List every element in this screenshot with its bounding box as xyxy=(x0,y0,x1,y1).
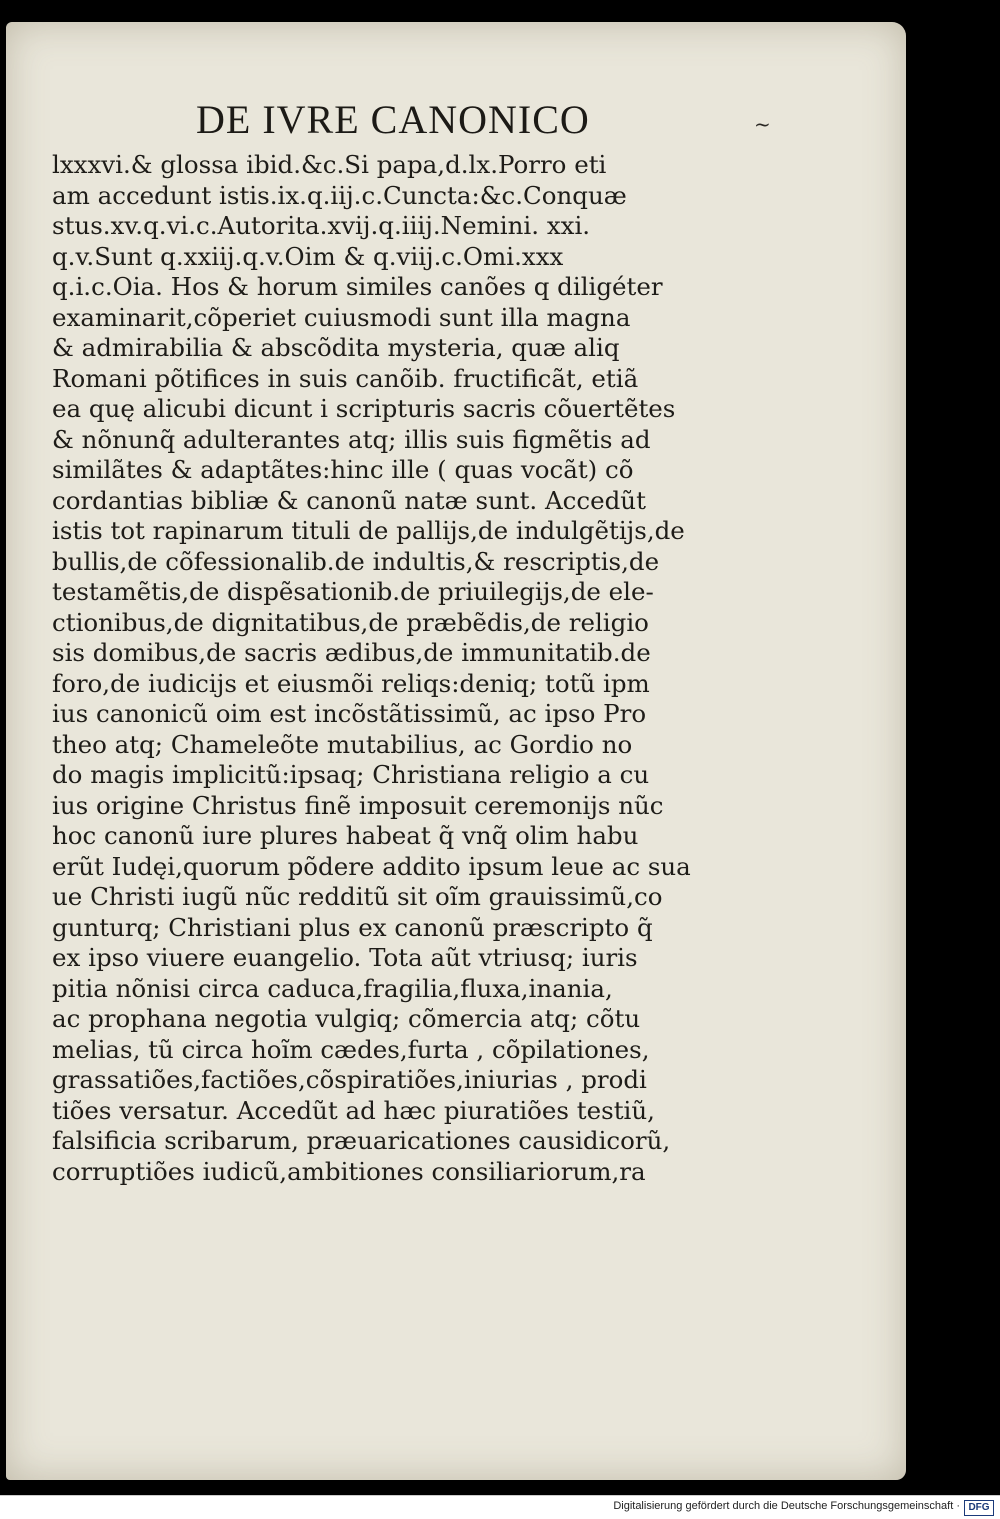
text-line: lxxxvi.& glossa ibid.&c.Si papa,d.lx.Porro eti xyxy=(52,150,607,179)
text-line: grassatiões,factiões,cõspiratiões,iniurias , prodi xyxy=(52,1065,647,1094)
text-line: ex ipso viuere euangelio. Tota aũt vtriusq; iuris xyxy=(52,943,638,972)
corner-mark: ~ xyxy=(754,112,771,136)
text-line: hoc canonũ iure plures habeat q̃ vnq̃ olim habu xyxy=(52,821,639,850)
text-line: ac prophana negotia vulgiq; cõmercia atq; cõtu xyxy=(52,1004,641,1033)
text-line: theo atq; Chameleõte mutabilius, ac Gordio no xyxy=(52,729,633,759)
text-line: similãtes & adaptãtes:hinc ille ( quas vocãt) cõ xyxy=(52,455,634,484)
text-line: stus.xv.q.vi.c.Autorita.xvij.q.iiij.Nemini. xxi. xyxy=(52,211,591,240)
text-line: sis domibus,de sacris ædibus,de immunitatib.de xyxy=(52,638,651,667)
text-line: ctionibus,de dignitatibus,de præbẽdis,de religio xyxy=(52,607,649,637)
text-line: ius origine Christus finẽ imposuit ceremonijs nũc xyxy=(52,790,664,820)
text-line: ue Christi iugũ nũc redditũ sit oĩm grauissimũ,co xyxy=(52,882,663,911)
text-line: ea quę alicubi dicunt i scripturis sacris cõuertẽtes xyxy=(52,394,676,423)
body-text xyxy=(52,150,702,1187)
text-line: falsificia scribarum, præuaricationes causidicorũ, xyxy=(52,1126,671,1155)
dfg-logo: DFG xyxy=(964,1500,994,1516)
text-line: istis tot rapinarum tituli de pallijs,de indulgẽtijs,de xyxy=(52,516,685,545)
text-line: q.v.Sunt q.xxiij.q.v.Oim & q.viij.c.Omi.xxx xyxy=(52,241,564,271)
text-line: testamẽtis,de dispẽsationib.de priuilegijs,de ele- xyxy=(52,577,654,606)
text-line: corruptiões iudicũ,ambitiones consiliariorum,ra xyxy=(52,1156,646,1186)
text-line: do magis implicitũ:ipsaq; Christiana religio a cu xyxy=(52,760,650,789)
text-line: cordantias bibliæ & canonũ natæ sunt. Accedũt xyxy=(52,485,646,515)
text-line: gunturq; Christiani plus ex canonũ præscripto q̃ xyxy=(52,912,653,942)
text-line: & admirabilia & abscõdita mysteria, quæ aliq xyxy=(52,333,620,362)
footer-bar xyxy=(0,1495,1000,1519)
text-line: & nõnunq̃ adulterantes atq; illis suis figmẽtis ad xyxy=(52,424,651,454)
text-line: ius canonicũ oim est incõstãtissimũ, ac ipso Pro xyxy=(52,699,647,728)
text-line: am accedunt istis.ix.q.iij.c.Cuncta:&c.Conquæ xyxy=(52,180,627,210)
text-line: bullis,de cõfessionalib.de indultis,& rescriptis,de xyxy=(52,546,660,576)
text-line: q.i.c.Oia. Hos & horum similes canões q diligéter xyxy=(52,272,663,301)
text-line: Romani põtifices in suis canõib. fructificãt, etiã xyxy=(52,363,639,393)
text-line: melias, tũ circa hoĩm cædes,furta , cõpilationes, xyxy=(52,1034,650,1064)
text-line: pitia nõnisi circa caduca,fragilia,fluxa,inania, xyxy=(52,973,613,1003)
text-line: examinarit,cõperiet cuiusmodi sunt illa magna xyxy=(52,302,631,332)
text-line: foro,de iudicijs et eiusmõi reliqs:deniq; totũ ipm xyxy=(52,668,650,698)
text-line: tiões versatur. Accedũt ad hæc piuratiões testiũ, xyxy=(52,1095,655,1125)
text-line: erũt Iudęi,quorum põdere addito ipsum leue ac sua xyxy=(52,851,691,881)
funding-notice: Digitalisierung gefördert durch die Deutsche Forschungsgemeinschaft · xyxy=(613,1500,960,1512)
running-header: DE IVRE CANONICO xyxy=(196,97,590,142)
